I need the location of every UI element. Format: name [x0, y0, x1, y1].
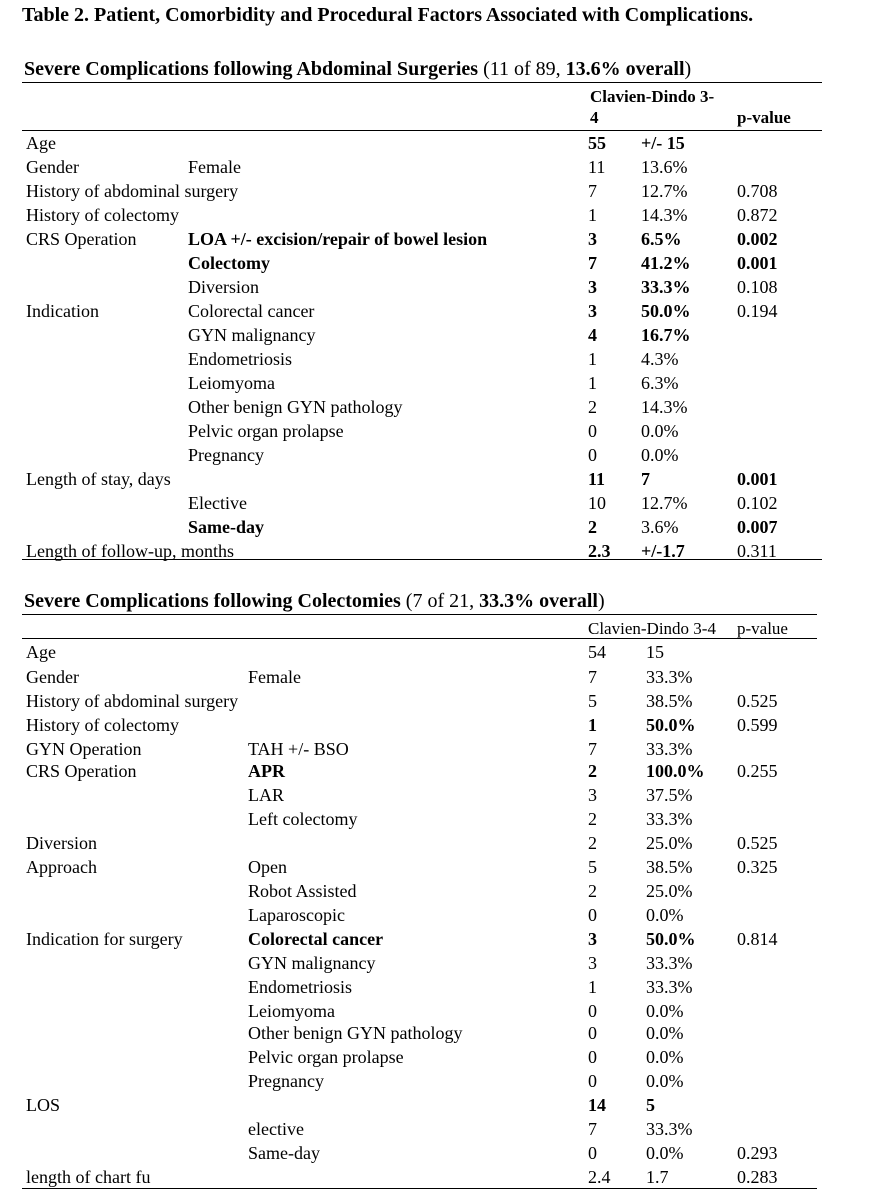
cell-pvalue: 0.283 — [737, 1167, 778, 1187]
cell-count: 3 — [588, 277, 597, 297]
cell-percent: 100.0% — [646, 761, 705, 781]
row-label: Length of follow-up, months — [26, 541, 234, 561]
cell-percent: 7 — [641, 469, 650, 489]
table-row — [0, 300, 894, 322]
row-sublabel: Leiomyoma — [188, 373, 275, 393]
row-sublabel: Pregnancy — [248, 1071, 324, 1091]
section2-title-pct: 33.3% overall — [479, 590, 598, 612]
table-row — [0, 952, 894, 974]
cell-percent: 33.3% — [646, 667, 693, 687]
cell-count: 2 — [588, 517, 597, 537]
cell-count: 2 — [588, 833, 597, 853]
row-sublabel: Elective — [188, 493, 247, 513]
row-label: GYN Operation — [26, 739, 142, 759]
cell-count: 55 — [588, 133, 606, 153]
cell-percent: 33.3% — [646, 739, 693, 759]
section2-header-rule — [22, 638, 817, 639]
table-row — [0, 832, 894, 854]
cell-count: 2.3 — [588, 541, 611, 561]
cell-count: 1 — [588, 715, 597, 735]
cell-percent: +/-1.7 — [641, 541, 685, 561]
table-row — [0, 738, 894, 760]
cell-percent: 0.0% — [646, 1001, 684, 1021]
row-label: Indication — [26, 301, 99, 321]
cell-count: 54 — [588, 642, 606, 662]
section1-header-pvalue: p-value — [737, 108, 791, 127]
row-sublabel: Colorectal cancer — [248, 929, 384, 949]
row-sublabel: Pregnancy — [188, 445, 264, 465]
section1-title-pct: 13.6% overall — [565, 58, 685, 80]
cell-percent: 33.3% — [646, 809, 693, 829]
row-label: length of chart fu — [26, 1167, 151, 1187]
section1-title-main: Severe Complications following Abdominal Surgeries — [24, 58, 479, 80]
cell-percent: 33.3% — [641, 277, 691, 297]
cell-percent: 0.0% — [646, 1023, 684, 1043]
cell-pvalue: 0.194 — [737, 301, 778, 321]
cell-percent: 14.3% — [641, 205, 688, 225]
cell-count: 11 — [588, 157, 606, 177]
table-row — [0, 1000, 894, 1022]
cell-percent: 50.0% — [641, 301, 691, 321]
table-row — [0, 928, 894, 950]
cell-percent: 33.3% — [646, 1119, 693, 1139]
row-sublabel: Leiomyoma — [248, 1001, 335, 1021]
section1-title-count: (11 of 89, — [478, 58, 566, 80]
cell-percent: 6.5% — [641, 229, 682, 249]
cell-count: 2 — [588, 809, 597, 829]
cell-percent: 0.0% — [641, 445, 679, 465]
cell-percent: 12.7% — [641, 493, 688, 513]
row-sublabel: Open — [248, 857, 287, 877]
cell-count: 0 — [588, 445, 597, 465]
cell-percent: +/- 15 — [641, 133, 685, 153]
row-sublabel: APR — [248, 761, 285, 781]
table-row — [0, 228, 894, 250]
cell-count: 1 — [588, 205, 597, 225]
row-sublabel: Colorectal cancer — [188, 301, 315, 321]
table-row — [0, 396, 894, 418]
row-sublabel: TAH +/- BSO — [248, 739, 349, 759]
cell-count: 5 — [588, 691, 597, 711]
section2-bottom-rule — [22, 1188, 817, 1189]
row-label: Diversion — [26, 833, 97, 853]
row-sublabel: Same-day — [188, 517, 264, 537]
row-label: Age — [26, 133, 56, 153]
cell-percent: 6.3% — [641, 373, 679, 393]
cell-count: 1 — [588, 349, 597, 369]
table-row — [0, 516, 894, 538]
table-row — [0, 156, 894, 178]
cell-count: 3 — [588, 953, 597, 973]
row-sublabel: Same-day — [248, 1143, 320, 1163]
row-sublabel: Pelvic organ prolapse — [188, 421, 344, 441]
cell-percent: 5 — [646, 1095, 655, 1115]
cell-count: 0 — [588, 1071, 597, 1091]
cell-percent: 16.7% — [641, 325, 691, 345]
cell-count: 14 — [588, 1095, 606, 1115]
row-sublabel: elective — [248, 1119, 304, 1139]
cell-count: 3 — [588, 929, 597, 949]
cell-count: 1 — [588, 373, 597, 393]
section1-top-rule — [22, 82, 822, 83]
table-row — [0, 372, 894, 394]
cell-count: 7 — [588, 253, 597, 273]
cell-percent: 3.6% — [641, 517, 679, 537]
cell-percent: 33.3% — [646, 953, 693, 973]
table-row — [0, 420, 894, 442]
cell-percent: 15 — [646, 642, 664, 662]
row-sublabel: Colectomy — [188, 253, 270, 273]
row-label: Gender — [26, 157, 79, 177]
table-row — [0, 976, 894, 998]
cell-percent: 25.0% — [646, 833, 693, 853]
table-row — [0, 132, 894, 154]
cell-count: 11 — [588, 469, 606, 489]
cell-percent: 50.0% — [646, 715, 696, 735]
section1-header-group-line2: 4 — [590, 108, 599, 127]
cell-percent: 13.6% — [641, 157, 688, 177]
section2-title-count: (7 of 21, — [400, 590, 480, 612]
cell-pvalue: 0.108 — [737, 277, 778, 297]
cell-percent: 14.3% — [641, 397, 688, 417]
section2-title — [24, 590, 605, 613]
table-row — [0, 1142, 894, 1164]
cell-percent: 1.7 — [646, 1167, 669, 1187]
cell-count: 2 — [588, 761, 597, 781]
table-row — [0, 468, 894, 490]
table-row — [0, 808, 894, 830]
row-sublabel: GYN malignancy — [248, 953, 376, 973]
row-label: Indication for surgery — [26, 929, 183, 949]
table-row — [0, 276, 894, 298]
cell-pvalue: 0.708 — [737, 181, 778, 201]
row-label: Length of stay, days — [26, 469, 171, 489]
cell-count: 0 — [588, 905, 597, 925]
row-label: History of abdominal surgery — [26, 691, 239, 711]
section2-title-main: Severe Complications following Colectomies — [24, 590, 401, 612]
cell-percent: 41.2% — [641, 253, 691, 273]
table-row — [0, 714, 894, 736]
section1-title-close: ) — [684, 58, 692, 80]
table-row — [0, 784, 894, 806]
cell-pvalue: 0.002 — [737, 229, 778, 249]
row-sublabel: Female — [248, 667, 301, 687]
cell-pvalue: 0.325 — [737, 857, 778, 877]
cell-count: 3 — [588, 229, 597, 249]
cell-pvalue: 0.599 — [737, 715, 778, 735]
section2-title-close: ) — [598, 590, 605, 612]
row-label: History of colectomy — [26, 715, 179, 735]
table-row — [0, 760, 894, 782]
row-sublabel: Diversion — [188, 277, 259, 297]
cell-count: 2.4 — [588, 1167, 611, 1187]
section1-header-rule — [22, 130, 822, 131]
row-label: History of colectomy — [26, 205, 179, 225]
table-row — [0, 904, 894, 926]
row-sublabel: Robot Assisted — [248, 881, 357, 901]
row-sublabel: Laparoscopic — [248, 905, 345, 925]
cell-pvalue: 0.311 — [737, 541, 777, 561]
cell-percent: 0.0% — [646, 905, 684, 925]
cell-percent: 50.0% — [646, 929, 696, 949]
table-row — [0, 1166, 894, 1188]
cell-pvalue: 0.293 — [737, 1143, 778, 1163]
cell-count: 0 — [588, 1023, 597, 1043]
cell-count: 7 — [588, 181, 597, 201]
row-sublabel: LOA +/- excision/repair of bowel lesion — [188, 229, 488, 249]
cell-percent: 38.5% — [646, 857, 693, 877]
cell-count: 2 — [588, 881, 597, 901]
section2-top-rule — [22, 614, 817, 615]
cell-pvalue: 0.007 — [737, 517, 778, 537]
row-label: LOS — [26, 1095, 61, 1115]
cell-percent: 38.5% — [646, 691, 693, 711]
row-sublabel: Endometriosis — [188, 349, 292, 369]
section1-header-group-line1: Clavien-Dindo 3- — [590, 87, 715, 106]
table-row — [0, 666, 894, 688]
cell-percent: 12.7% — [641, 181, 688, 201]
cell-pvalue: 0.814 — [737, 929, 778, 949]
table-title: Table 2. Patient, Comorbidity and Procedural Factors Associated with Complications. — [22, 4, 754, 26]
cell-count: 3 — [588, 301, 597, 321]
cell-pvalue: 0.872 — [737, 205, 778, 225]
table-row — [0, 348, 894, 370]
cell-count: 3 — [588, 785, 597, 805]
cell-percent: 0.0% — [641, 421, 679, 441]
cell-pvalue: 0.001 — [737, 469, 778, 489]
cell-pvalue: 0.001 — [737, 253, 778, 273]
table-row — [0, 492, 894, 514]
table-row — [0, 180, 894, 202]
table-row — [0, 1070, 894, 1092]
cell-count: 5 — [588, 857, 597, 877]
row-sublabel: LAR — [248, 785, 284, 805]
cell-count: 0 — [588, 1001, 597, 1021]
table-row — [0, 880, 894, 902]
cell-count: 2 — [588, 397, 597, 417]
table-row — [0, 252, 894, 274]
row-label: Approach — [26, 857, 97, 877]
section2-header-pvalue: p-value — [737, 619, 788, 638]
table-row — [0, 641, 894, 663]
cell-percent: 37.5% — [646, 785, 693, 805]
cell-count: 1 — [588, 977, 597, 997]
section1-bottom-rule — [22, 559, 822, 560]
cell-pvalue: 0.525 — [737, 691, 778, 711]
cell-percent: 0.0% — [646, 1047, 684, 1067]
cell-count: 0 — [588, 1143, 597, 1163]
row-sublabel: GYN malignancy — [188, 325, 316, 345]
cell-count: 0 — [588, 1047, 597, 1067]
row-sublabel: Female — [188, 157, 241, 177]
cell-count: 7 — [588, 667, 597, 687]
table-row — [0, 1046, 894, 1068]
section1-title — [24, 58, 691, 81]
row-sublabel: Pelvic organ prolapse — [248, 1047, 404, 1067]
table-row — [0, 1118, 894, 1140]
row-label: CRS Operation — [26, 761, 137, 781]
table-row — [0, 444, 894, 466]
row-sublabel: Other benign GYN pathology — [248, 1023, 463, 1043]
cell-pvalue: 0.102 — [737, 493, 778, 513]
cell-percent: 4.3% — [641, 349, 679, 369]
cell-percent: 33.3% — [646, 977, 693, 997]
cell-count: 0 — [588, 421, 597, 441]
table-row — [0, 856, 894, 878]
row-sublabel: Left colectomy — [248, 809, 358, 829]
cell-count: 10 — [588, 493, 606, 513]
row-label: CRS Operation — [26, 229, 137, 249]
table-row — [0, 690, 894, 712]
cell-percent: 0.0% — [646, 1071, 684, 1091]
table-row — [0, 204, 894, 226]
row-sublabel: Other benign GYN pathology — [188, 397, 403, 417]
cell-count: 4 — [588, 325, 597, 345]
cell-count: 7 — [588, 1119, 597, 1139]
table-row — [0, 1094, 894, 1116]
row-label: History of abdominal surgery — [26, 181, 239, 201]
section2-header-group: Clavien-Dindo 3-4 — [588, 619, 716, 638]
cell-percent: 25.0% — [646, 881, 693, 901]
cell-percent: 0.0% — [646, 1143, 684, 1163]
row-label: Age — [26, 642, 56, 662]
row-label: Gender — [26, 667, 79, 687]
cell-pvalue: 0.525 — [737, 833, 778, 853]
table-row — [0, 324, 894, 346]
cell-pvalue: 0.255 — [737, 761, 778, 781]
table-row — [0, 1022, 894, 1044]
cell-count: 7 — [588, 739, 597, 759]
row-sublabel: Endometriosis — [248, 977, 352, 997]
